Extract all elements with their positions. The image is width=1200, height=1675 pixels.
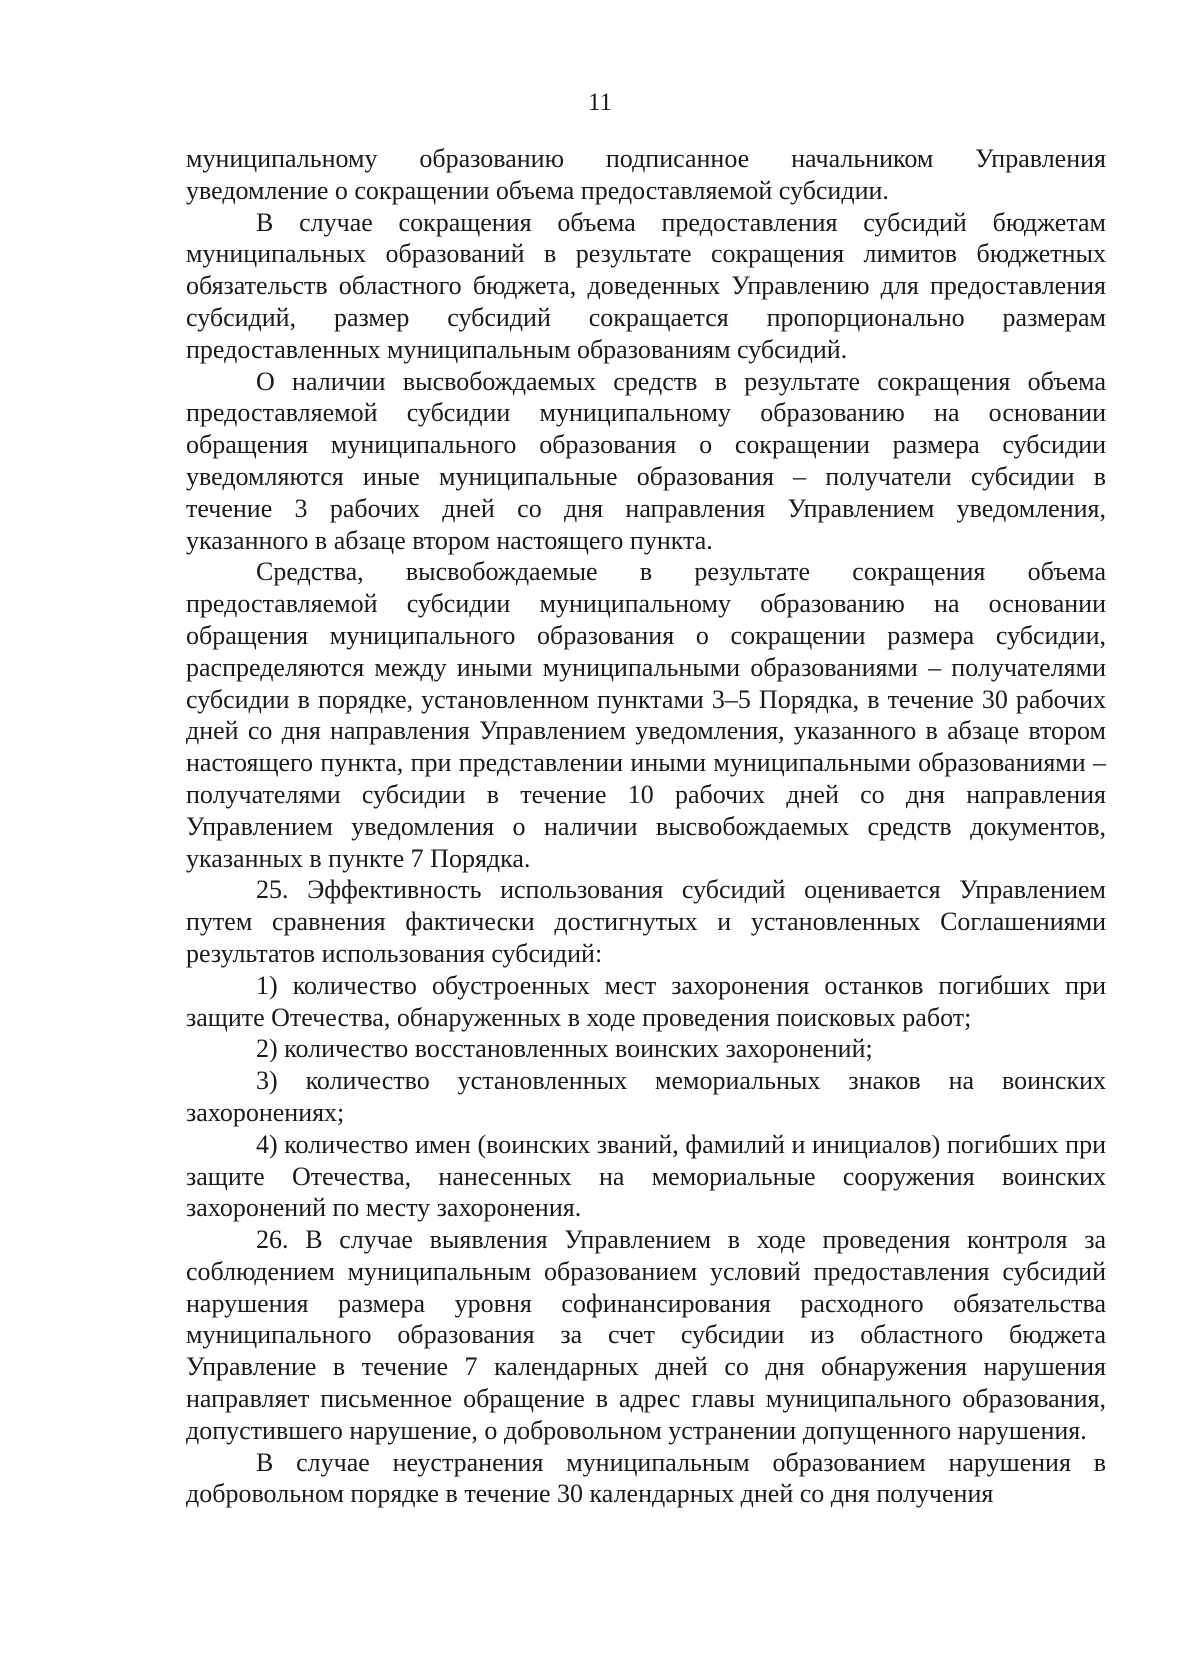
document-body [186,143,1106,1510]
list-item: 4) количество имен (воинских званий, фамилий и инициалов) погибших при защите Отечества, нанесенных на мемориальные сооружения воинских захоронений по месту захоронения. [186,1129,1106,1223]
paragraph: В случае сокращения объема предоставления субсидий бюджетам муниципальных образований в результате сокращения лимитов бюджетных обязательств областного бюджета, доведенных Управлению для предоставления субсидий, размер субсидий сокращается пропорционально размерам предоставленных муниципальным образованиям субсидий. [186,207,1106,364]
paragraph: муниципальному образованию подписанное начальником Управления уведомление о сокращении объема предоставляемой субсидии. [186,144,1106,205]
list-item: 3) количество установленных мемориальных знаков на воинских захоронениях; [186,1066,1106,1127]
list-item: 2) количество восстановленных воинских захоронений; [256,1034,873,1064]
page-number: 11 [587,89,613,116]
paragraph-item-25: 25. Эффективность использования субсидий оценивается Управлением путем сравнения фактически достигнутых и установленных Соглашениями результатов использования субсидий: [186,875,1106,968]
paragraph-item-26: 26. В случае выявления Управлением в ходе проведения контроля за соблюдением муниципальным образованием условий предоставления субсидий нарушения размера уровня софинансирования расходного обязательства муниципального образования за счет субсидии из областного бюджета Управление в течение 7 календарных дней со дня обнаружения нарушения направляет письменное обращение в адрес главы муниципального образования, допустившего нарушение, о добровольном устранении допущенного нарушения. [186,1225,1106,1445]
list-item: 1) количество обустроенных мест захоронения останков погибших при защите Отечества, обнаруженных в ходе проведения поисковых работ; [186,970,1106,1032]
paragraph: В случае неустранения муниципальным образованием нарушения в добровольном порядке в течение 30 календарных дней со дня получения [186,1447,1106,1509]
paragraph: О наличии высвобождаемых средств в результате сокращения объема предоставляемой субсидии муниципальному образованию на основании обращения муниципального образования о сокращении размера субсидии уведомляются иные муниципальные образования – получатели субсидии в течение 3 рабочих дней со дня направления Управлением уведомления, указанного в абзаце втором настоящего пункта. [186,366,1106,555]
paragraph: Средства, высвобождаемые в результате сокращения объема предоставляемой субсидии муниципальному образованию на основании обращения муниципального образования о сокращении размера субсидии, распределяются между иными муниципальными образованиями – получателями субсидии в порядке, установленном пунктами 3–5 Порядка, в течение 30 рабочих дней со дня направления Управлением уведомления, указанного в абзаце втором настоящего пункта, при представлении иными муниципальными образованиями – получателями субсидии в течение 10 рабочих дней со дня направления Управлением уведомления о наличии высвобождаемых средств документов, указанных в пункте 7 Порядка. [186,557,1106,873]
